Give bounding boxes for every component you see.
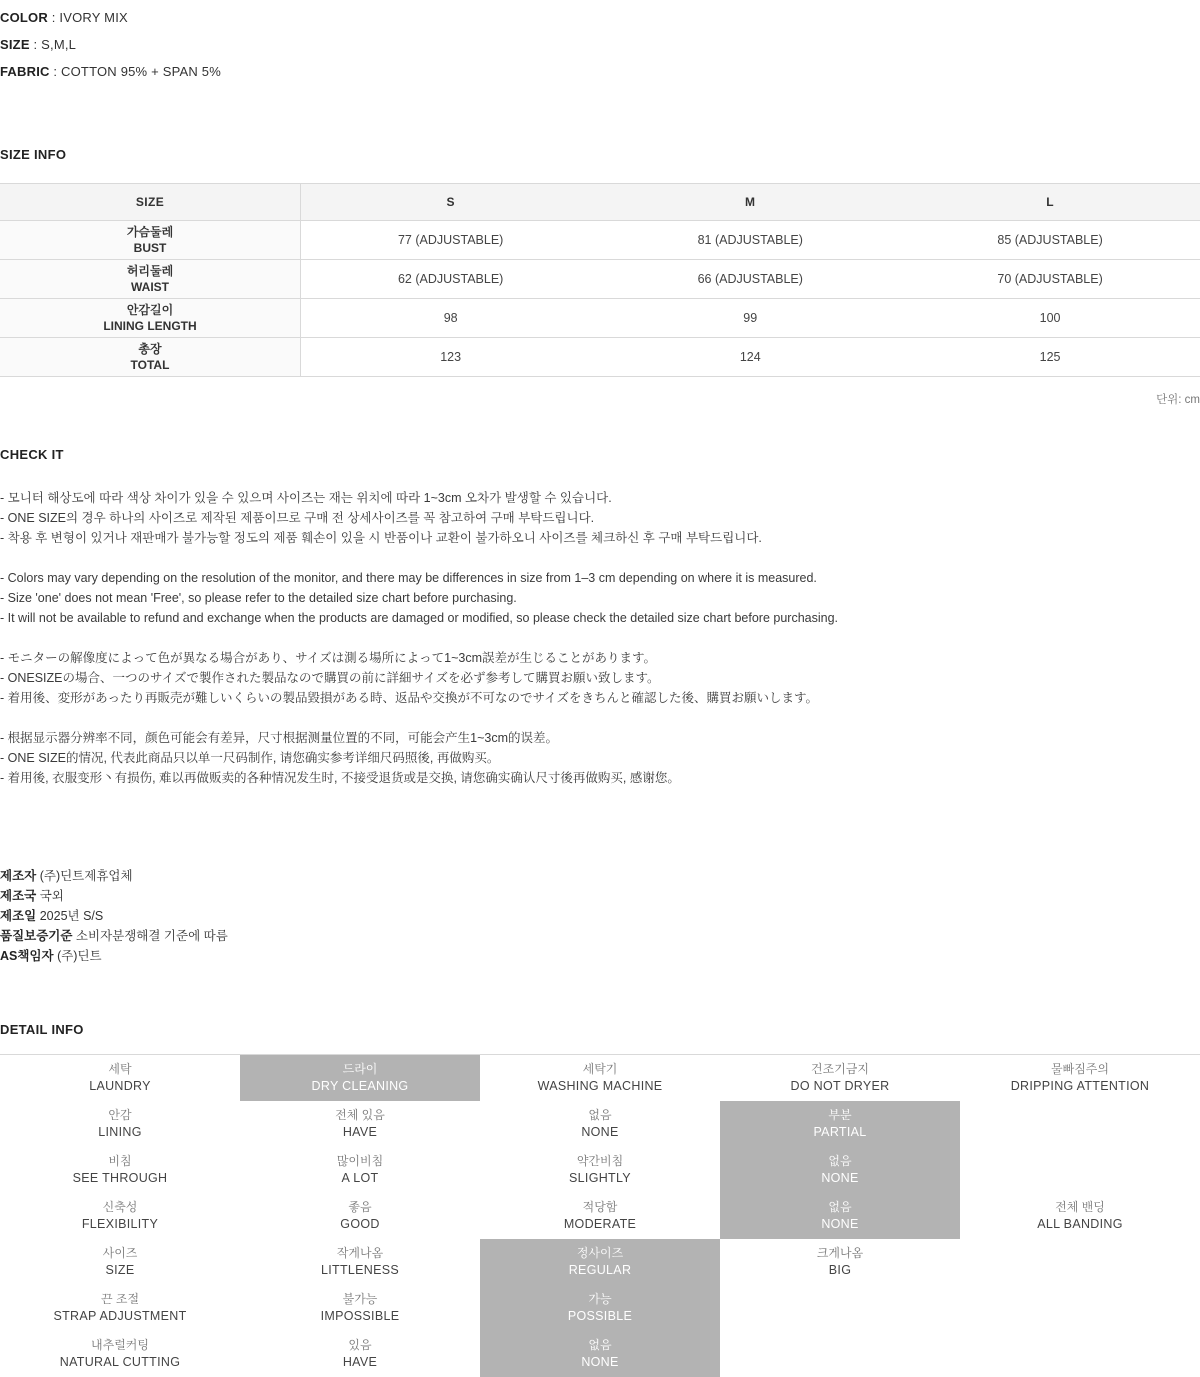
table-row — [0, 221, 1200, 260]
detail-cell-ko: 안감 — [108, 1108, 132, 1122]
cell-total-m: 124 — [600, 338, 900, 377]
detail-cell-natural-cutting-have[interactable] — [240, 1331, 480, 1377]
maker-value-country: 국외 — [36, 889, 64, 903]
row-label-bust-ko: 가슴둘레 — [126, 225, 174, 239]
detail-cell-lining-have[interactable] — [240, 1101, 480, 1147]
spec-line-fabric — [0, 58, 1200, 85]
detail-cell-empty — [720, 1331, 960, 1377]
detail-cell-strap-impossible[interactable] — [240, 1285, 480, 1331]
detail-cell-see-through-a-lot[interactable] — [240, 1147, 480, 1193]
detail-cell-en: REGULAR — [568, 1263, 632, 1277]
detail-cell-ko: 건조기금지 — [811, 1062, 869, 1076]
spec-label-fabric: FABRIC — [0, 64, 50, 79]
spec-value-fabric: : COTTON 95% + SPAN 5% — [49, 64, 221, 79]
note-zh-2: - ONE SIZE的情况, 代表此商品只以单一尺码制作, 请您确实参考详细尺码照後, 再做购买。 — [0, 751, 500, 765]
detail-cell-en: LITTLENESS — [320, 1263, 400, 1277]
detail-cell-ko: 크게나옴 — [816, 1246, 864, 1260]
detail-cell-empty — [720, 1285, 960, 1331]
product-spec-block — [0, 0, 1200, 85]
detail-cell-en: FLEXIBILITY — [81, 1217, 159, 1231]
detail-cell-strap-adjustment — [0, 1285, 240, 1331]
table-header-s: S — [301, 184, 601, 221]
note-zh-1: - 根据显示器分辨率不同，颜色可能会有差异，尺寸根据测量位置的不同，可能会产生1~3cm的误差。 — [0, 731, 559, 745]
row-label-lining-length-en: LINING LENGTH — [103, 319, 197, 333]
maker-label-warranty: 품질보증기준 — [0, 929, 73, 943]
detail-cell-flexibility — [0, 1193, 240, 1239]
detail-cell-en: HAVE — [342, 1355, 378, 1369]
detail-cell-en: MODERATE — [563, 1217, 637, 1231]
spec-label-size: SIZE — [0, 37, 30, 52]
check-it-title: CHECK IT — [0, 447, 64, 462]
row-label-bust — [0, 221, 301, 260]
detail-cell-en: DRY CLEANING — [311, 1079, 409, 1093]
cell-lining-s: 98 — [301, 299, 601, 338]
row-label-waist — [0, 260, 301, 299]
detail-cell-ko: 약간비침 — [576, 1154, 624, 1168]
detail-cell-lining — [0, 1101, 240, 1147]
note-ko-3: - 착용 후 변형이 있거나 재판매가 불가능할 정도의 제품 훼손이 있을 시 반품이나 교환이 불가하오니 사이즈를 체크하신 후 구매 부탁드립니다. — [0, 531, 762, 545]
note-en-3: - It will not be available to refund and exchange when the products are damaged or modified, so please check the detailed size chart before purchasing. — [0, 611, 839, 625]
detail-cell-en: GOOD — [340, 1217, 380, 1231]
detail-cell-see-through — [0, 1147, 240, 1193]
size-info-title: SIZE INFO — [0, 147, 67, 162]
detail-cell-en: LINING — [98, 1125, 142, 1139]
table-row — [0, 338, 1200, 377]
note-ja-1: - モニターの解像度によって色が異なる場合があり、サイズは測る場所によって1~3cm誤差が生じることがあります。 — [0, 651, 657, 665]
detail-cell-en: SEE THROUGH — [72, 1171, 168, 1185]
note-en-2: - Size 'one' does not mean 'Free', so please refer to the detailed size chart before purchasing. — [0, 591, 517, 605]
table-header-l: L — [900, 184, 1200, 221]
detail-cell-ko: 전체 있음 — [335, 1108, 385, 1122]
cell-lining-m: 99 — [600, 299, 900, 338]
maker-line-warranty — [0, 926, 1200, 946]
row-label-bust-en: BUST — [133, 241, 167, 255]
detail-cell-en: NONE — [821, 1171, 859, 1185]
spec-value-color: : IVORY MIX — [47, 10, 128, 25]
row-label-total-en: TOTAL — [130, 358, 170, 372]
detail-cell-ko: 세탁기 — [582, 1062, 618, 1076]
detail-info-grid — [0, 1054, 1200, 1377]
spec-line-color — [0, 0, 1200, 31]
table-header-row — [0, 184, 1200, 221]
detail-cell-see-through-slightly[interactable] — [480, 1147, 720, 1193]
detail-cell-ko: 정사이즈 — [576, 1246, 624, 1260]
maker-label-manufacturer: 제조자 — [0, 869, 37, 883]
detail-cell-en: ALL BANDING — [1037, 1217, 1123, 1231]
detail-cell-en: NONE — [581, 1355, 619, 1369]
detail-cell-en: PARTIAL — [813, 1125, 867, 1139]
note-ja-2: - ONESIZEの場合、一つのサイズで製作された製品なので購買の前に詳細サイズを必ず参考して購買お願い致します。 — [0, 671, 660, 685]
note-ko-1: - 모니터 해상도에 따라 색상 차이가 있을 수 있으며 사이즈는 재는 위치에 따라 1~3cm 오차가 발생할 수 있습니다. — [0, 491, 612, 505]
detail-cell-ko: 끈 조절 — [100, 1292, 140, 1306]
detail-cell-dry-cleaning[interactable] — [240, 1055, 480, 1101]
detail-cell-en: HAVE — [342, 1125, 378, 1139]
detail-cell-en: POSSIBLE — [567, 1309, 633, 1323]
detail-cell-ko: 작게나옴 — [336, 1246, 384, 1260]
spec-label-color: COLOR — [0, 10, 48, 25]
detail-cell-empty — [960, 1147, 1200, 1193]
row-label-total — [0, 338, 301, 377]
detail-cell-all-banding[interactable] — [960, 1193, 1200, 1239]
row-label-waist-ko: 허리둘레 — [126, 264, 174, 278]
detail-cell-strap-possible[interactable] — [480, 1285, 720, 1331]
maker-value-warranty: 소비자분쟁해결 기준에 따름 — [72, 929, 228, 943]
detail-cell-ko: 적당함 — [582, 1200, 618, 1214]
detail-cell-en: NATURAL CUTTING — [59, 1355, 181, 1369]
row-label-total-ko: 총장 — [138, 342, 162, 356]
maker-info-block — [0, 866, 1200, 966]
detail-cell-empty — [960, 1331, 1200, 1377]
detail-cell-ko: 있음 — [348, 1338, 372, 1352]
detail-cell-ko: 가능 — [588, 1292, 612, 1306]
cell-lining-l: 100 — [900, 299, 1200, 338]
detail-cell-en: LAUNDRY — [89, 1079, 151, 1093]
detail-cell-ko: 신축성 — [102, 1200, 138, 1214]
detail-cell-en: DRIPPING ATTENTION — [1010, 1079, 1150, 1093]
check-it-notes — [0, 488, 1200, 788]
table-header-size: SIZE — [0, 184, 301, 221]
detail-cell-en: IMPOSSIBLE — [320, 1309, 400, 1323]
cell-waist-l: 70 (ADJUSTABLE) — [900, 260, 1200, 299]
cell-waist-m: 66 (ADJUSTABLE) — [600, 260, 900, 299]
note-zh-3: - 着用後, 衣服变形丶有损伤, 难以再做贩卖的各种情况发生时, 不接受退货或是交换, 请您确实确认尺寸後再做购买, 感谢您。 — [0, 771, 680, 785]
cell-bust-s: 77 (ADJUSTABLE) — [301, 221, 601, 260]
detail-cell-ko: 비침 — [108, 1154, 132, 1168]
detail-cell-en: STRAP ADJUSTMENT — [53, 1309, 187, 1323]
cell-total-l: 125 — [900, 338, 1200, 377]
cell-waist-s: 62 (ADJUSTABLE) — [301, 260, 601, 299]
maker-line-country — [0, 886, 1200, 906]
detail-cell-ko: 전체 밴딩 — [1055, 1200, 1105, 1214]
row-label-lining-length-ko: 안감길이 — [126, 303, 174, 317]
detail-cell-en: SIZE — [105, 1263, 135, 1277]
detail-cell-do-not-dryer[interactable] — [720, 1055, 960, 1101]
detail-cell-ko: 좋음 — [348, 1200, 372, 1214]
maker-label-country: 제조국 — [0, 889, 37, 903]
row-label-lining-length — [0, 299, 301, 338]
detail-cell-lining-partial[interactable] — [720, 1101, 960, 1147]
maker-line-as — [0, 946, 1200, 966]
note-en-1: - Colors may vary depending on the resolution of the monitor, and there may be differences in size from 1–3 cm depending on where it is measured. — [0, 571, 817, 585]
detail-cell-natural-cutting — [0, 1331, 240, 1377]
cell-bust-m: 81 (ADJUSTABLE) — [600, 221, 900, 260]
table-row — [0, 299, 1200, 338]
detail-cell-en: DO NOT DRYER — [790, 1079, 890, 1093]
detail-cell-flexibility-good[interactable] — [240, 1193, 480, 1239]
detail-cell-ko: 없음 — [588, 1338, 612, 1352]
maker-value-date: 2025년 S/S — [36, 909, 104, 923]
detail-cell-see-through-none[interactable] — [720, 1147, 960, 1193]
detail-cell-ko: 없음 — [828, 1154, 852, 1168]
detail-cell-empty — [960, 1101, 1200, 1147]
size-info-table — [0, 183, 1200, 377]
detail-cell-en: A LOT — [341, 1171, 379, 1185]
detail-cell-ko: 없음 — [588, 1108, 612, 1122]
detail-cell-natural-cutting-none[interactable] — [480, 1331, 720, 1377]
detail-cell-ko: 물빠짐주의 — [1051, 1062, 1109, 1076]
maker-value-manufacturer: (주)딘트제휴업체 — [36, 869, 133, 883]
cell-bust-l: 85 (ADJUSTABLE) — [900, 221, 1200, 260]
maker-label-date: 제조일 — [0, 909, 37, 923]
detail-cell-size-big[interactable] — [720, 1239, 960, 1285]
detail-cell-size-littleness[interactable] — [240, 1239, 480, 1285]
spec-value-size: : S,M,L — [29, 37, 77, 52]
detail-cell-en: NONE — [821, 1217, 859, 1231]
note-ja-3: - 着用後、変形があったり再販売が難しいくらいの製品毀損がある時、返品や交換が不可なのでサイズをきちんと確認した後、購買お願いします。 — [0, 691, 819, 705]
table-row — [0, 260, 1200, 299]
detail-cell-empty — [960, 1239, 1200, 1285]
detail-cell-empty — [960, 1285, 1200, 1331]
detail-cell-ko: 세탁 — [108, 1062, 132, 1076]
table-header-m: M — [600, 184, 900, 221]
note-ko-2: - ONE SIZE의 경우 하나의 사이즈로 제작된 제품이므로 구매 전 상세사이즈를 꼭 참고하여 구매 부탁드립니다. — [0, 511, 595, 525]
cell-total-s: 123 — [301, 338, 601, 377]
detail-cell-flexibility-none[interactable] — [720, 1193, 960, 1239]
detail-cell-lining-none[interactable] — [480, 1101, 720, 1147]
detail-cell-en: WASHING MACHINE — [537, 1079, 663, 1093]
detail-cell-washing-machine[interactable] — [480, 1055, 720, 1101]
detail-cell-ko: 드라이 — [342, 1062, 378, 1076]
detail-cell-size — [0, 1239, 240, 1285]
detail-cell-en: BIG — [828, 1263, 852, 1277]
size-unit-note: 단위: cm — [1156, 394, 1200, 406]
detail-cell-en: SLIGHTLY — [569, 1171, 631, 1185]
detail-cell-size-regular[interactable] — [480, 1239, 720, 1285]
detail-cell-ko: 사이즈 — [102, 1246, 138, 1260]
spec-line-size — [0, 31, 1200, 58]
maker-value-as: (주)딘트 — [53, 949, 102, 963]
maker-line-date — [0, 906, 1200, 926]
detail-cell-flexibility-moderate[interactable] — [480, 1193, 720, 1239]
detail-cell-ko: 많이비침 — [336, 1154, 384, 1168]
row-label-waist-en: WAIST — [131, 280, 169, 294]
detail-cell-dripping-attention[interactable] — [960, 1055, 1200, 1101]
maker-label-as: AS책임자 — [0, 949, 54, 963]
detail-cell-ko: 부분 — [828, 1108, 852, 1122]
detail-cell-en: NONE — [581, 1125, 619, 1139]
detail-cell-laundry — [0, 1055, 240, 1101]
detail-info-title: DETAIL INFO — [0, 1022, 84, 1037]
detail-cell-ko: 불가능 — [342, 1292, 378, 1306]
detail-cell-ko: 없음 — [828, 1200, 852, 1214]
detail-cell-ko: 내추럴커팅 — [91, 1338, 149, 1352]
maker-line-manufacturer — [0, 866, 1200, 886]
